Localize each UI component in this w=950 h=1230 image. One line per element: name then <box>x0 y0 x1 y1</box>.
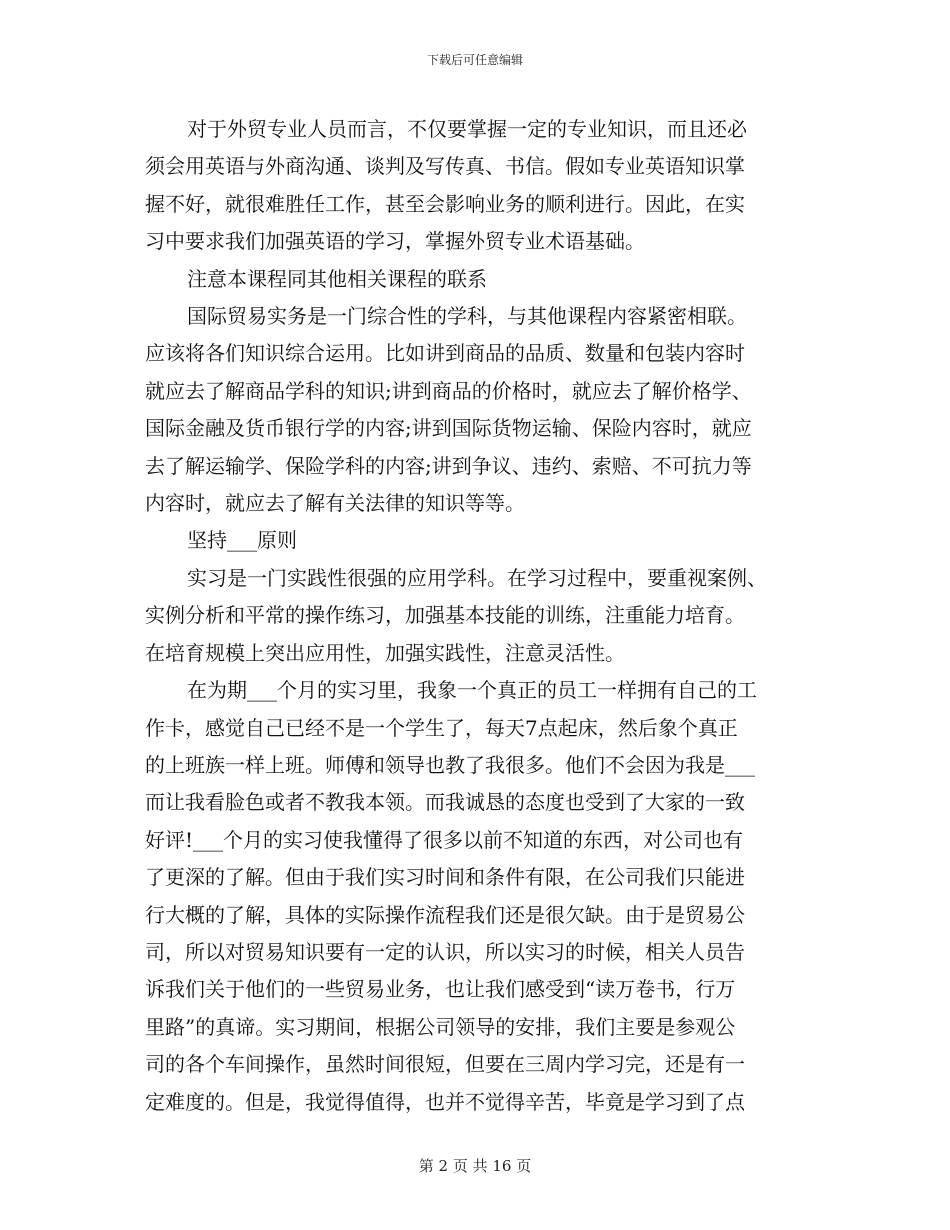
text-line: 好评!___个月的实习使我懂得了很多以前不知道的东西，对公司也有 <box>145 827 744 852</box>
text-line: 握不好，就很难胜任工作，甚至会影响业务的顺利进行。因此，在实 <box>145 191 745 216</box>
page-number: 第 2 页 共 16 页 <box>418 1157 532 1175</box>
text-line: 国际金融及货币银行学的内容;讲到国际货物运输、保险内容时，就应 <box>145 416 752 441</box>
text-line: 定难度的。但是，我觉得值得，也并不觉得辛苦，毕竟是学习到了点 <box>145 1089 745 1114</box>
text-line: 里路”的真谛。实习期间，根据公司领导的安排，我们主要是参观公 <box>145 1014 736 1039</box>
text-line: 了更深的了解。但由于我们实习时间和条件有限，在公司我们只能进 <box>145 865 745 890</box>
text-line: 司的各个车间操作，虽然时间很短，但要在三周内学习完，还是有一 <box>145 1052 745 1077</box>
text-line: 司，所以对贸易知识要有一定的认识，所以实习的时候，相关人员告 <box>145 939 745 964</box>
text-line: 诉我们关于他们的一些贸易业务，也让我们感受到“读万卷书，行万 <box>145 977 736 1002</box>
text-line: 作卡，感觉自己已经不是一个学生了，每天7点起床，然后象个真正 <box>145 715 738 740</box>
text-line: 对于外贸专业人员而言，不仅要掌握一定的专业知识，而且还必 <box>187 117 747 141</box>
text-line: 国际贸易实务是一门综合性的学科，与其他课程内容紧密相联。 <box>187 304 747 329</box>
section-heading: 注意本课程同其他相关课程的联系 <box>187 266 487 291</box>
text-line: 习中要求我们加强英语的学习，掌握外贸专业术语基础。 <box>145 229 645 254</box>
document-body <box>145 111 805 1121</box>
text-line: 实例分析和平常的操作练习，加强基本技能的训练，注重能力培育。 <box>145 603 745 628</box>
page-header: 下载后可任意编辑 <box>426 53 523 67</box>
section-heading: 坚持___原则 <box>187 528 297 553</box>
text-line: 去了解运输学、保险学科的内容;讲到争议、违约、索赔、不可抗力等 <box>145 453 752 478</box>
text-line: 在培育规模上突出应用性，加强实践性，注意灵活性。 <box>145 640 625 665</box>
text-line: 而让我看脸色或者不教我本领。而我诚恳的态度也受到了大家的一致 <box>145 790 745 815</box>
text-line: 就应去了解商品学科的知识;讲到商品的价格时，就应去了解价格学、 <box>145 378 752 403</box>
text-line: 内容时，就应去了解有关法律的知识等等。 <box>145 491 525 516</box>
text-line: 应该将各们知识综合运用。比如讲到商品的品质、数量和包装内容时 <box>145 341 745 366</box>
text-line: 须会用英语与外商沟通、谈判及写传真、书信。假如专业英语知识掌 <box>145 154 745 179</box>
text-line: 在为期___个月的实习里，我象一个真正的员工一样拥有自己的工 <box>187 678 757 703</box>
text-line: 的上班族一样上班。师傅和领导也教了我很多。他们不会因为我是___ <box>145 752 755 777</box>
text-line: 行大概的了解，具体的实际操作流程我们还是很欠缺。由于是贸易公 <box>145 902 745 927</box>
text-line: 实习是一门实践性很强的应用学科。在学习过程中，要重视案例、 <box>187 565 767 590</box>
